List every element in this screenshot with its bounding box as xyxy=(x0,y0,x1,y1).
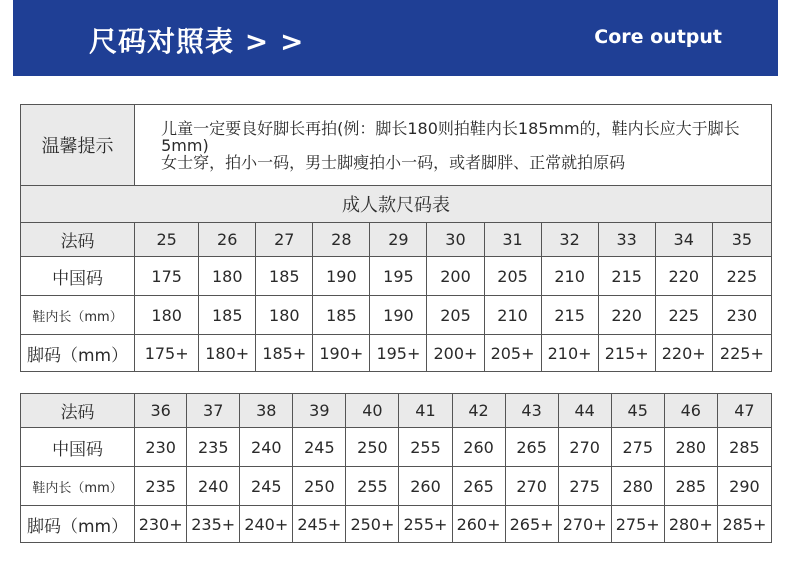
table-cell: 205+ xyxy=(484,335,541,372)
row-label-inner: 鞋内长（mm） xyxy=(21,296,135,335)
table-cell: 45 xyxy=(611,394,664,428)
eu-size-row xyxy=(21,394,772,428)
table-cell: 260 xyxy=(452,428,505,467)
table-cell: 235 xyxy=(187,428,240,467)
table-cell: 220+ xyxy=(655,335,712,372)
table-cell: 215+ xyxy=(598,335,655,372)
row-label-foot: 脚码（mm） xyxy=(21,335,135,372)
table-cell: 44 xyxy=(558,394,611,428)
table-cell: 265+ xyxy=(505,506,558,543)
table-cell: 30 xyxy=(427,223,484,257)
foot-length-row xyxy=(21,335,772,372)
inner-length-row xyxy=(21,296,772,335)
table-cell: 225 xyxy=(712,257,771,296)
row-label-inner: 鞋内长（mm） xyxy=(21,467,135,506)
table-cell: 250 xyxy=(293,467,346,506)
table-cell: 43 xyxy=(505,394,558,428)
table-cell: 230 xyxy=(135,428,187,467)
table-cell: 205 xyxy=(484,257,541,296)
table-cell: 35 xyxy=(712,223,771,257)
notice-label: 温馨提示 xyxy=(21,105,135,186)
table-cell: 270+ xyxy=(558,506,611,543)
table-cell: 280 xyxy=(611,467,664,506)
table-cell: 230+ xyxy=(135,506,187,543)
notice-line-1: 儿童一定要良好脚长再拍(例：脚长180则拍鞋内长185mm的，鞋内长应大于脚长5mm) xyxy=(161,118,740,155)
table-cell: 250+ xyxy=(346,506,399,543)
table-cell: 255+ xyxy=(399,506,452,543)
table-cell: 280+ xyxy=(664,506,717,543)
table-cell: 240 xyxy=(240,428,293,467)
table-cell: 210 xyxy=(484,296,541,335)
eu-size-row xyxy=(21,223,772,257)
table-cell: 25 xyxy=(135,223,199,257)
table-cell: 185 xyxy=(199,296,256,335)
table-cell: 195 xyxy=(370,257,427,296)
table-cell: 265 xyxy=(452,467,505,506)
table-cell: 190 xyxy=(370,296,427,335)
row-label-eu: 法码 xyxy=(21,223,135,257)
notice-line-2: 女士穿，拍小一码，男士脚瘦拍小一码，或者脚胖、正常就拍原码 xyxy=(161,152,626,172)
notice-text xyxy=(135,105,772,186)
table-cell: 180 xyxy=(199,257,256,296)
table-cell: 215 xyxy=(541,296,598,335)
table-cell: 200+ xyxy=(427,335,484,372)
table-cell: 285+ xyxy=(717,506,771,543)
table-cell: 37 xyxy=(187,394,240,428)
table-cell: 210+ xyxy=(541,335,598,372)
table-cell: 255 xyxy=(399,428,452,467)
table-cell: 290 xyxy=(717,467,771,506)
table-cell: 40 xyxy=(346,394,399,428)
table-cell: 185+ xyxy=(256,335,313,372)
table-cell: 33 xyxy=(598,223,655,257)
table-cell: 41 xyxy=(399,394,452,428)
table-cell: 220 xyxy=(655,257,712,296)
table-cell: 190+ xyxy=(313,335,370,372)
table-cell: 235 xyxy=(135,467,187,506)
table-cell: 275+ xyxy=(611,506,664,543)
table-cell: 250 xyxy=(346,428,399,467)
inner-length-row xyxy=(21,467,772,506)
table-cell: 270 xyxy=(558,428,611,467)
row-label-eu: 法码 xyxy=(21,394,135,428)
table-cell: 180 xyxy=(256,296,313,335)
table-cell: 29 xyxy=(370,223,427,257)
table-cell: 39 xyxy=(293,394,346,428)
table-cell: 31 xyxy=(484,223,541,257)
cn-size-row xyxy=(21,428,772,467)
table-cell: 275 xyxy=(611,428,664,467)
table-cell: 240+ xyxy=(240,506,293,543)
table-cell: 28 xyxy=(313,223,370,257)
page-title: 尺码对照表 > > xyxy=(89,25,305,58)
table-cell: 27 xyxy=(256,223,313,257)
table-cell: 275 xyxy=(558,467,611,506)
header-banner xyxy=(13,0,778,76)
table-cell: 245 xyxy=(240,467,293,506)
table-cell: 215 xyxy=(598,257,655,296)
table-cell: 46 xyxy=(664,394,717,428)
table-cell: 225+ xyxy=(712,335,771,372)
table-cell: 185 xyxy=(313,296,370,335)
table-cell: 175+ xyxy=(135,335,199,372)
size-table-part1 xyxy=(20,104,772,372)
table-cell: 280 xyxy=(664,428,717,467)
table-cell: 26 xyxy=(199,223,256,257)
table-cell: 205 xyxy=(427,296,484,335)
section-title-row xyxy=(21,186,772,223)
foot-length-row xyxy=(21,506,772,543)
size-table-part2 xyxy=(20,393,772,543)
notice-row xyxy=(21,105,772,186)
header-tagline: Core output xyxy=(594,26,722,48)
table-cell: 260+ xyxy=(452,506,505,543)
table-cell: 245+ xyxy=(293,506,346,543)
cn-size-row xyxy=(21,257,772,296)
table-cell: 42 xyxy=(452,394,505,428)
table-cell: 285 xyxy=(717,428,771,467)
table-cell: 270 xyxy=(505,467,558,506)
table-cell: 230 xyxy=(712,296,771,335)
section-title: 成人款尺码表 xyxy=(21,186,772,223)
table-cell: 255 xyxy=(346,467,399,506)
table-cell: 225 xyxy=(655,296,712,335)
table-cell: 265 xyxy=(505,428,558,467)
table-cell: 34 xyxy=(655,223,712,257)
table-cell: 47 xyxy=(717,394,771,428)
table-cell: 240 xyxy=(187,467,240,506)
table-cell: 38 xyxy=(240,394,293,428)
table-cell: 200 xyxy=(427,257,484,296)
table-cell: 210 xyxy=(541,257,598,296)
table-cell: 175 xyxy=(135,257,199,296)
table-cell: 245 xyxy=(293,428,346,467)
row-label-cn: 中国码 xyxy=(21,428,135,467)
table-cell: 32 xyxy=(541,223,598,257)
table-cell: 180 xyxy=(135,296,199,335)
table-cell: 285 xyxy=(664,467,717,506)
table-cell: 235+ xyxy=(187,506,240,543)
table-cell: 185 xyxy=(256,257,313,296)
table-cell: 190 xyxy=(313,257,370,296)
table-cell: 220 xyxy=(598,296,655,335)
table-cell: 36 xyxy=(135,394,187,428)
table-cell: 195+ xyxy=(370,335,427,372)
row-label-cn: 中国码 xyxy=(21,257,135,296)
table-cell: 260 xyxy=(399,467,452,506)
row-label-foot: 脚码（mm） xyxy=(21,506,135,543)
table-cell: 180+ xyxy=(199,335,256,372)
